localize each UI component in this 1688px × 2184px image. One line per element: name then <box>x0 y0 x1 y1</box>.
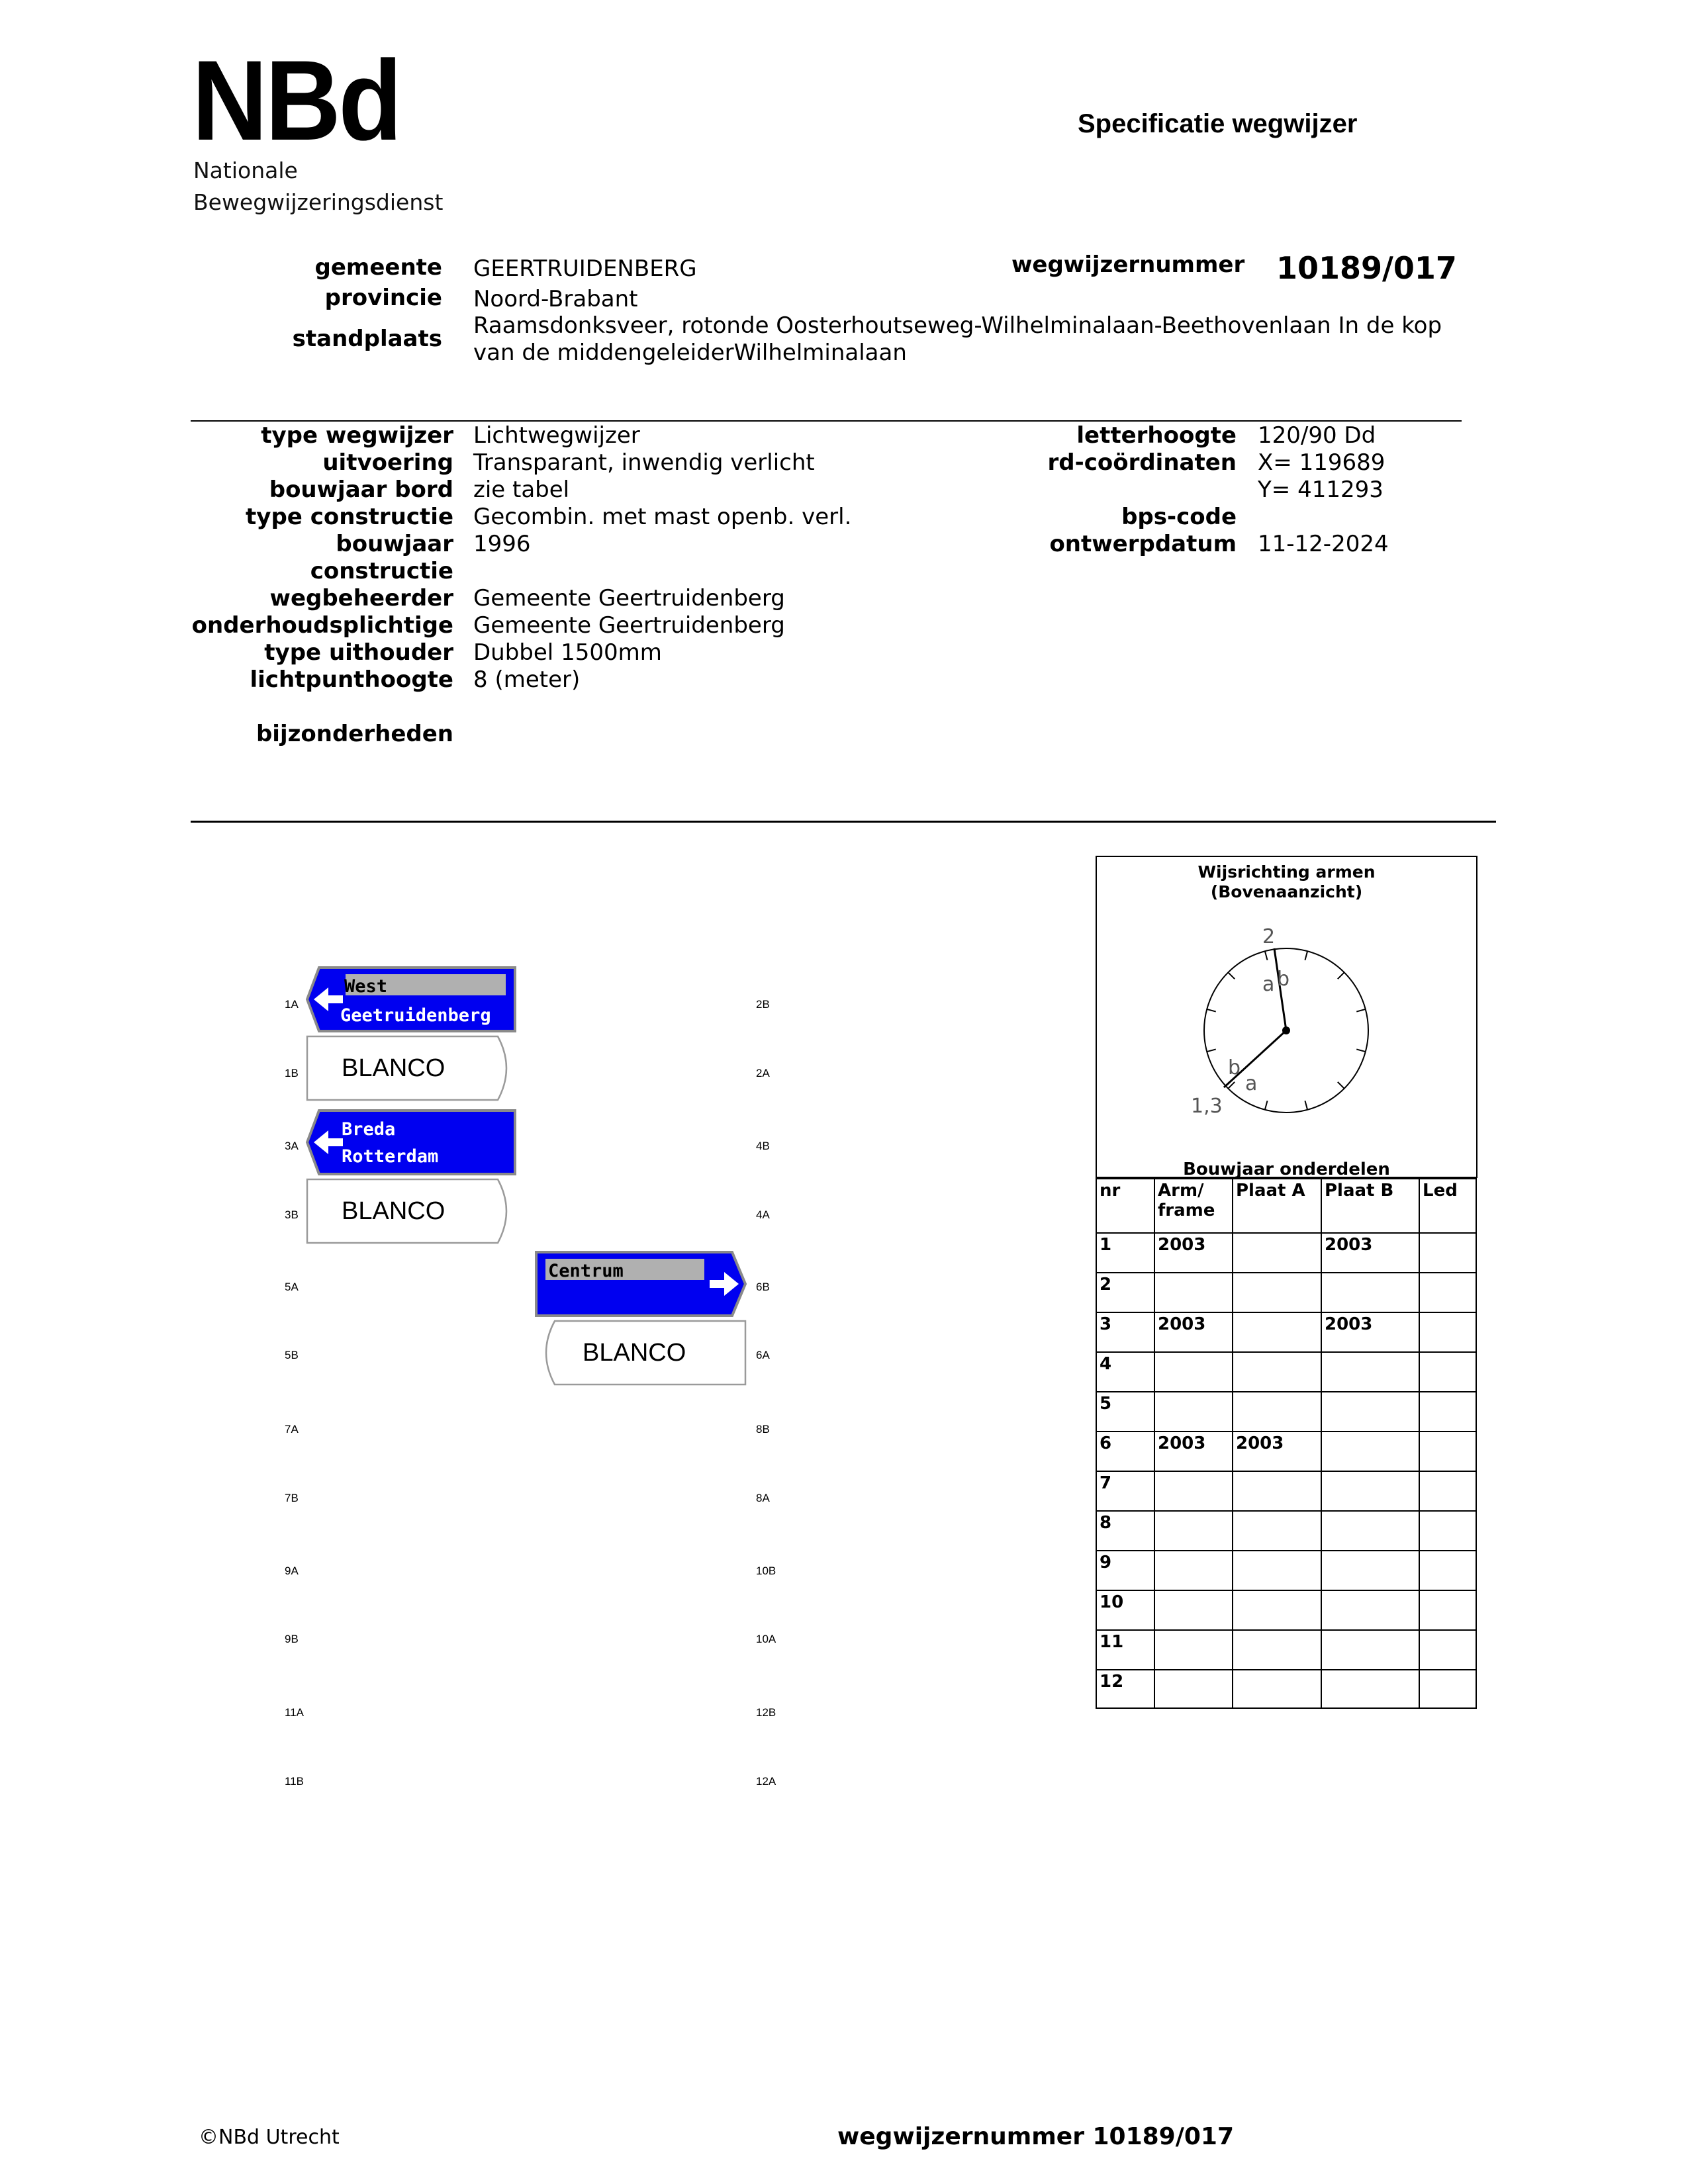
table-cell <box>1154 1471 1233 1511</box>
table-cell <box>1233 1312 1321 1352</box>
table-cell <box>1419 1352 1476 1392</box>
table-cell: 1 <box>1096 1233 1154 1273</box>
compass-tick <box>1338 972 1344 979</box>
compass-tick <box>1265 951 1268 960</box>
slot-label: 11B <box>285 1775 304 1788</box>
slot-label: 7B <box>285 1492 299 1504</box>
spec-label: bouwjaar <box>336 531 453 557</box>
specs-right-labels <box>993 422 1237 558</box>
column-header: Arm/ frame <box>1154 1179 1233 1233</box>
slot-label: 3B <box>285 1208 299 1221</box>
compass-tick <box>1356 1009 1366 1012</box>
table-row <box>1096 1590 1476 1630</box>
slot-label: 4A <box>756 1208 770 1221</box>
specs-left-values <box>473 422 851 694</box>
gemeente-label: gemeente <box>314 254 442 281</box>
table-cell <box>1154 1590 1233 1630</box>
table-cell: 7 <box>1096 1471 1154 1511</box>
table-cell <box>1419 1511 1476 1551</box>
table-cell <box>1154 1352 1233 1392</box>
table-row <box>1096 1471 1476 1511</box>
spec-value: Y= 411293 <box>1258 477 1383 503</box>
spec-value: 11-12-2024 <box>1258 531 1389 557</box>
table-cell <box>1419 1273 1476 1312</box>
compass-tick <box>1305 951 1307 960</box>
table-cell <box>1419 1590 1476 1630</box>
table-row <box>1096 1312 1476 1352</box>
table-row <box>1096 1511 1476 1551</box>
slot-label: 2B <box>756 998 770 1011</box>
sign-board-3b <box>305 1177 519 1246</box>
wegwijzernummer-value: 10189/017 <box>1276 250 1457 286</box>
table-row <box>1096 1392 1476 1432</box>
spec-label: onderhoudsplichtige <box>191 612 453 639</box>
column-header: nr <box>1096 1179 1154 1233</box>
compass-title-2: (Bovenaanzicht) <box>1210 882 1363 901</box>
provincie-value: Noord-Brabant <box>473 286 638 312</box>
table-cell <box>1233 1590 1321 1630</box>
bijzonderheden-label: bijzonderheden <box>256 721 453 747</box>
sign-text: Rotterdam <box>342 1146 439 1167</box>
spec-label: type constructie <box>246 504 453 530</box>
table-cell: 2003 <box>1233 1432 1321 1471</box>
slot-label: 6A <box>756 1349 770 1361</box>
table-row <box>1096 1630 1476 1670</box>
compass-tick <box>1207 1049 1216 1052</box>
table-cell <box>1154 1670 1233 1708</box>
compass-label: b <box>1228 1056 1241 1079</box>
table-cell: 8 <box>1096 1511 1154 1551</box>
wegwijzernummer-label: wegwijzernummer <box>1011 251 1245 278</box>
spec-value: X= 119689 <box>1258 449 1385 476</box>
table-row <box>1096 1670 1476 1708</box>
organisation-name <box>193 155 443 218</box>
column-header: Plaat B <box>1321 1179 1419 1233</box>
table-cell <box>1233 1630 1321 1670</box>
table-cell <box>1419 1551 1476 1590</box>
table-cell <box>1233 1233 1321 1273</box>
table-row <box>1096 1352 1476 1392</box>
nbd-logo: NBd <box>192 37 400 164</box>
slot-label: 10A <box>756 1633 776 1645</box>
column-header: Led <box>1419 1179 1476 1233</box>
spec-label: lichtpunthoogte <box>250 666 453 693</box>
spec-value: Gemeente Geertruidenberg <box>473 585 785 612</box>
slot-label: 10B <box>756 1565 776 1577</box>
slot-label: 5A <box>285 1281 299 1293</box>
provincie-label: provincie <box>324 285 442 311</box>
spec-label: bps-code <box>1121 504 1237 530</box>
table-row <box>1096 1432 1476 1471</box>
divider-bottom <box>191 821 1496 823</box>
column-header: Plaat A <box>1233 1179 1321 1233</box>
specs-left-labels <box>132 422 453 748</box>
spec-label: type uithouder <box>264 639 453 666</box>
compass-tick <box>1338 1082 1344 1089</box>
table-cell <box>1154 1551 1233 1590</box>
table-cell <box>1321 1511 1419 1551</box>
table-cell <box>1154 1630 1233 1670</box>
table-cell: 2003 <box>1321 1233 1419 1273</box>
table-cell <box>1233 1551 1321 1590</box>
spec-value: 8 (meter) <box>473 666 581 693</box>
slot-label: 3A <box>285 1140 299 1152</box>
spec-value <box>473 558 851 585</box>
spec-value: zie tabel <box>473 477 570 503</box>
sign-board-3a <box>305 1108 519 1177</box>
table-cell <box>1419 1670 1476 1708</box>
sign-board-6b <box>534 1250 748 1318</box>
sign-text: West <box>344 976 388 997</box>
sign-text: BLANCO <box>342 1054 445 1082</box>
slot-label: 8A <box>756 1492 770 1504</box>
spec-value: Transparant, inwendig verlicht <box>473 449 815 476</box>
table-cell <box>1321 1273 1419 1312</box>
table-cell <box>1321 1471 1419 1511</box>
table-cell: 2003 <box>1154 1312 1233 1352</box>
wijsrichting-panel <box>1096 856 1477 1178</box>
table-cell <box>1154 1392 1233 1432</box>
spec-label <box>993 477 1237 504</box>
standplaats-label: standplaats <box>292 326 442 352</box>
bouwjaar-title: Bouwjaar onderdelen <box>1183 1160 1390 1179</box>
bouwjaar-table <box>1096 1178 1477 1709</box>
spec-label: wegbeheerder <box>269 585 453 612</box>
table-cell <box>1233 1352 1321 1392</box>
table-row <box>1096 1551 1476 1590</box>
table-cell <box>1233 1273 1321 1312</box>
spec-label: uitvoering <box>322 449 453 476</box>
table-cell: 10 <box>1096 1590 1154 1630</box>
sign-board-1b <box>305 1034 519 1103</box>
org-line-2: Bewegwijzeringsdienst <box>193 189 444 215</box>
sign-board-1a <box>305 965 519 1034</box>
slot-label: 6B <box>756 1281 770 1293</box>
table-cell <box>1233 1670 1321 1708</box>
table-cell <box>1233 1471 1321 1511</box>
table-cell <box>1419 1312 1476 1352</box>
compass-label: a <box>1245 1072 1258 1095</box>
table-row <box>1096 1233 1476 1273</box>
table-cell <box>1233 1392 1321 1432</box>
table-cell: 2003 <box>1154 1432 1233 1471</box>
sign-text: BLANCO <box>583 1339 686 1367</box>
compass-tick <box>1356 1049 1366 1052</box>
table-cell <box>1419 1630 1476 1670</box>
slot-label: 9B <box>285 1633 299 1645</box>
table-cell <box>1154 1273 1233 1312</box>
specs-right-values <box>1258 422 1389 558</box>
document-title: Specificatie wegwijzer <box>1078 109 1358 138</box>
spec-value: Gecombin. met mast openb. verl. <box>473 504 852 530</box>
spec-label: letterhoogte <box>1076 422 1237 449</box>
slot-label: 2A <box>756 1067 770 1079</box>
table-cell <box>1419 1392 1476 1432</box>
slot-label: 5B <box>285 1349 299 1361</box>
gemeente-value: GEERTRUIDENBERG <box>473 255 697 282</box>
table-cell <box>1233 1511 1321 1551</box>
table-cell <box>1154 1511 1233 1551</box>
compass-title-1: Wijsrichting armen <box>1197 862 1376 882</box>
table-cell: 2003 <box>1154 1233 1233 1273</box>
compass-tick <box>1207 1009 1216 1012</box>
table-cell: 5 <box>1096 1392 1154 1432</box>
sign-text: Geetruidenberg <box>340 1005 491 1026</box>
table-cell: 9 <box>1096 1551 1154 1590</box>
sign-board-6a <box>534 1318 748 1387</box>
spec-label: bouwjaar bord <box>269 477 453 503</box>
table-cell: 6 <box>1096 1432 1154 1471</box>
compass-label: b <box>1277 968 1290 991</box>
table-cell: 2 <box>1096 1273 1154 1312</box>
table-cell <box>1321 1630 1419 1670</box>
slot-label: 7A <box>285 1423 299 1435</box>
sign-text: Centrum <box>548 1261 624 1281</box>
compass-label: 2 <box>1262 925 1276 948</box>
spec-value: Dubbel 1500mm <box>473 639 662 666</box>
spec-label: type wegwijzer <box>261 422 453 449</box>
footer-copyright: ©NBd Utrecht <box>199 2126 340 2149</box>
table-cell <box>1419 1233 1476 1273</box>
slot-label: 1A <box>285 998 299 1011</box>
slot-label: 4B <box>756 1140 770 1152</box>
spec-value: Lichtwegwijzer <box>473 422 640 449</box>
standplaats-value-1: Raamsdonksveer, rotonde Oosterhoutseweg-Wilhelminalaan-Beethovenlaan In de kop <box>473 312 1442 339</box>
spec-value: 1996 <box>473 531 531 557</box>
table-header-row <box>1096 1179 1476 1233</box>
table-cell: 3 <box>1096 1312 1154 1352</box>
table-cell <box>1321 1392 1419 1432</box>
compass-label: a <box>1262 973 1275 996</box>
table-cell <box>1321 1432 1419 1471</box>
slot-label: 8B <box>756 1423 770 1435</box>
table-row <box>1096 1273 1476 1312</box>
slot-label: 1B <box>285 1067 299 1079</box>
spec-label: constructie <box>310 558 453 584</box>
table-cell: 11 <box>1096 1630 1154 1670</box>
slot-label: 12B <box>756 1706 776 1719</box>
table-cell <box>1321 1670 1419 1708</box>
spec-value: Gemeente Geertruidenberg <box>473 612 785 639</box>
spec-value: 120/90 Dd <box>1258 422 1376 449</box>
table-cell <box>1419 1471 1476 1511</box>
spec-label: rd-coördinaten <box>1047 449 1237 476</box>
org-line-1: Nationale <box>193 158 298 183</box>
compass-tick <box>1265 1101 1268 1110</box>
compass-label: 1,3 <box>1191 1095 1223 1118</box>
table-cell: 12 <box>1096 1670 1154 1708</box>
table-cell <box>1321 1590 1419 1630</box>
table-cell <box>1321 1352 1419 1392</box>
footer-wegwijzernummer: wegwijzernummer 10189/017 <box>837 2123 1235 2150</box>
compass-tick <box>1305 1101 1307 1110</box>
compass-tick <box>1228 972 1235 979</box>
table-cell <box>1419 1432 1476 1471</box>
slot-label: 12A <box>756 1775 776 1788</box>
table-cell <box>1321 1551 1419 1590</box>
spec-value <box>1258 504 1389 531</box>
sign-text: BLANCO <box>342 1197 445 1225</box>
table-cell: 2003 <box>1321 1312 1419 1352</box>
standplaats-value-2: van de middengeleiderWilhelminalaan <box>473 340 907 366</box>
table-cell: 4 <box>1096 1352 1154 1392</box>
divider-top <box>191 420 1462 422</box>
slot-label: 11A <box>285 1706 304 1719</box>
compass-dial <box>1163 917 1415 1135</box>
slot-label: 9A <box>285 1565 299 1577</box>
sign-text: Breda <box>342 1119 396 1140</box>
spec-label: ontwerpdatum <box>1049 531 1237 557</box>
